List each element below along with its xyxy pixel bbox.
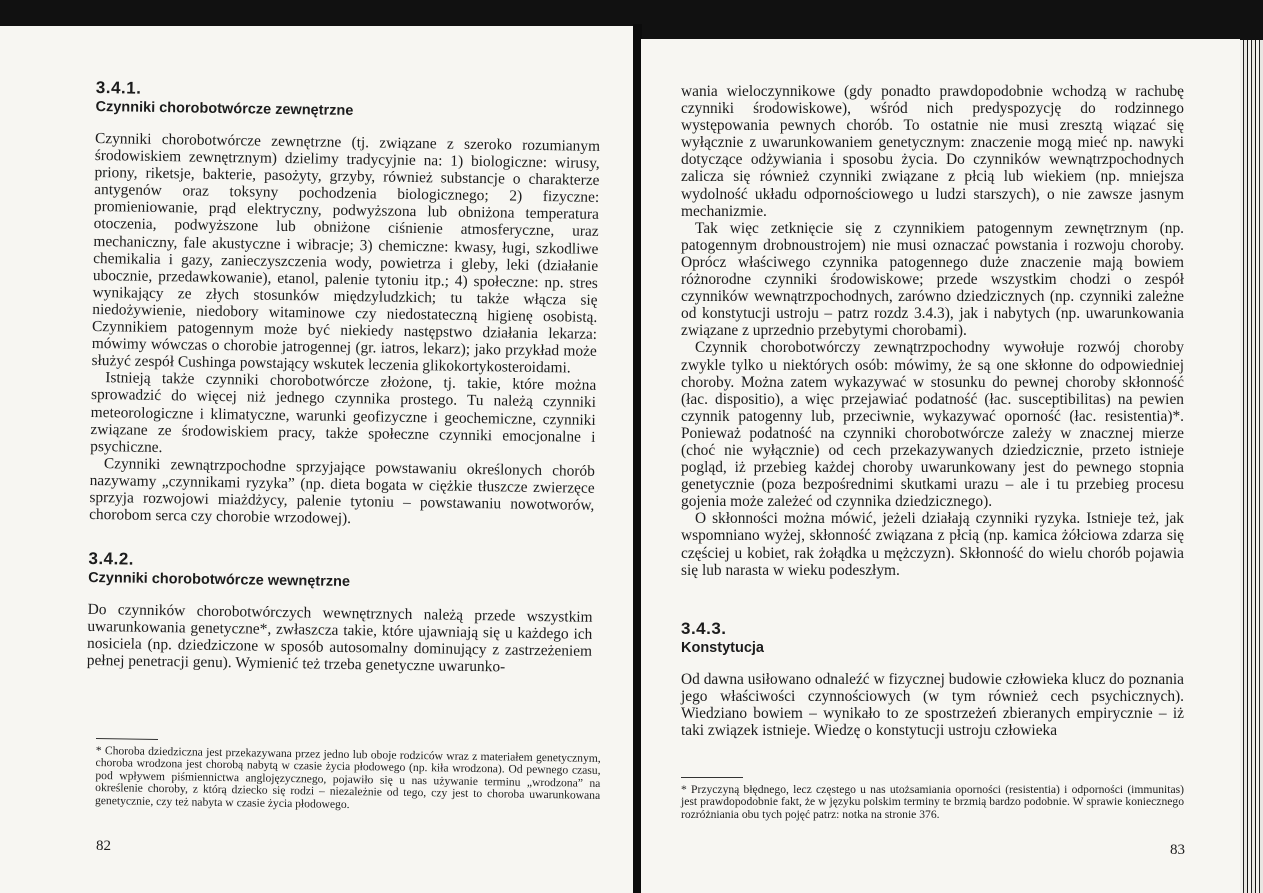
right-page	[641, 39, 1240, 893]
section-title: Czynniki chorobotwórcze wewnętrzne	[88, 570, 351, 591]
footnote-block	[681, 777, 1184, 821]
left-page-column	[87, 78, 601, 677]
section-number: 3.4.1.	[95, 78, 142, 98]
paragraph: wania wieloczynnikowe (gdy ponadto prawdopodobnie wchodzą w rachubę czynniki środowiskowe), wśród nich predyspozycję do rodzinnego występowania pewnych chorób. To ostatnie nie musi zresztą wiązać się wyłącznie z uwarunkowaniem genetycznym: znaczenie mogą mieć np. nawyki dotyczące odżywiania i sposobu życia. Do czynników wewnątrzpochodnych zalicza się również czynniki związane z płcią lub wiekiem (np. mniejsza wydolność układu odpornościowego u ludzi starszych), o nie zawsze jasnym mechanizmie.	[681, 83, 1184, 220]
footnote-block	[95, 738, 601, 815]
footnote-rule	[96, 738, 158, 740]
footnote-text: * Choroba dziedziczna jest przekazywana przez jedno lub oboje rodziców wraz z materiałem genetycznym, choroba wrodzona jest chorobą nabytą w czasie życia płodowego (np. kiła wrodzona). Od pewnego czasu, pod wpływem piśmiennictwa anglojęzycznego, pojawiło się u nas używanie terminu „wrodzona” na określenie choroby, z którą dziecko się rodzi – niezależnie od tego, czy jest to choroba uwarunkowana genetycznie, czy też nabyta w czasie życia płodowego.	[94, 743, 601, 811]
section-3-4-2	[87, 549, 594, 677]
paragraph: Istnieją także czynniki chorobotwórcze złożone, tj. takie, które można sprowadzić do więcej niż jednego czynnika prostego. Tu należą czynniki meteorologiczne i klimatyczne, warunki geofizyczne i geochemiczne, czynniki związane ze środowiskiem pracy, także społeczne czynniki emocjonalne i psychiczne.	[90, 369, 597, 456]
footnote-rule	[681, 777, 743, 778]
page-number: 83	[1170, 842, 1185, 858]
paragraph: Do czynników chorobotwórczych wewnętrznych należą przede wszystkim uwarunkowania genetyczne*, zwłaszcza takie, które ujawniają się u każdego ich nosiciela (np. dziedziczone w sposób autosomalny dominujący z zastrzeżeniem pełnej penetracji genu). Wymienić też trzeba genetyczne uwarunko-	[86, 601, 593, 676]
paragraph: Od dawna usiłowano odnaleźć w fizycznej budowie człowieka klucz do poznania jego właściwości czynnościowych (w tym również cech psychicznych). Wiedziano bowiem – wynikało to ze spostrzeżeń zbieranych empirycznie – iż taki związek istnieje. Wiedzę o konstytucji ustroju człowieka	[681, 670, 1184, 739]
right-page-column	[681, 83, 1184, 739]
section-title: Czynniki chorobotwórcze zewnętrzne	[95, 98, 354, 120]
paragraph: Czynniki chorobotwórcze zewnętrzne (tj. związane z szeroko rozumianym środowiskiem zewnętrznym) dzielimy tradycyjnie na: 1) biologiczne: wirusy, priony, riketsje, bakterie, pasożyty, grzyby, również substancje o charakterze antygenów oraz toksyny pochodzenia biologicznego; 2) fizyczne: promieniowanie, prąd elektryczny, podwyższona lub obniżona temperatura otoczenia, podwyższone lub obniżone ciśnienie atmosferyczne, uraz mechaniczny, fale akustyczne i wibracje; 3) chemiczne: kwasy, ługi, szkodliwe chemikalia i gazy, zanieczyszczenia wody, powietrza i gleby, leki (działanie ubocznie, przedawkowanie), etanol, palenie tytoniu itp.; 4) społeczne: np. stres wynikający ze złych stosunków międzyludzkich; tu także włącza się niedożywienie, niedobory witaminowe czy niedostateczną higienę osobistą. Czynnikiem patogennym może być niekiedy następstwo działania lekarza: mówimy wówczas o chorobie jatrogennej (gr. iatros, lekarz); jako przykład może służyć zespół Cushinga powstający wskutek leczenia glikokortykosteroidami.	[91, 129, 601, 377]
paragraph: Tak więc zetknięcie się z czynnikiem patogennym zewnętrznym (np. patogennym drobnoustrojem) nie musi oznaczać powstania i rozwoju choroby. Oprócz właściwego czynnika patogennego duże znaczenie mają bowiem różnorodne czynniki środowiskowe; przede wszystkim chodzi o zespół czynników wewnątrzpochodnych, zarówno dziedzicznych (np. czynniki zależne od konstytucji ustroju – patrz rozdz 3.4.3), jak i nabytych (np. uwarunkowania związane z uprzednio przebytymi chorobami).	[681, 219, 1184, 340]
paragraph: Czynnik chorobotwórczy zewnątrzpochodny wywołuje rozwój choroby zwykle tylko u niektórych osób: mówimy, że są one skłonne do odpowiedniej choroby. Można zatem wykazywać w stosunku do pewnej choroby skłonność (łac. dispositio), a więc przejawiać podatność (łac. susceptibilitas) na pewien czynnik patogenny lub, przeciwnie, wykazywać oporność (łac. resistentia)*. Ponieważ podatność na czynniki chorobotwórcze zależy w znacznej mierze (choć nie wyłącznie) od cech przekazywanych dziedzicznie, przeto istnieje pogląd, iż przebieg każdej choroby uwarunkowany jest do pewnego stopnia genetycznie (poza bezpośrednimi skutkami urazu – ale i tu przebieg procesu gojenia może zależeć od czynnika dziedzicznego).	[681, 339, 1184, 511]
page-edges	[1240, 40, 1263, 893]
section-number: 3.4.2.	[88, 549, 135, 569]
section-title: Konstytucja	[681, 639, 764, 656]
section-3-4-3	[681, 619, 1184, 739]
paragraph: Czynniki zewnątrzpochodne sprzyjające powstawaniu określonych chorób nazywamy „czynnikami ryzyka” (np. dieta bogata w ciężkie tłuszcze zwierzęce sprzyja rozwojowi miażdżycy, palenie tytoniu – powstawaniu nowotworów, chorobom serca czy chorobie wrzodowej).	[89, 454, 596, 528]
page-number: 82	[96, 838, 111, 854]
left-page	[0, 26, 633, 893]
section-number: 3.4.3.	[681, 618, 727, 638]
continued-text	[681, 83, 1184, 579]
footnote-text: * Przyczyną błędnego, lecz częstego u nas utożsamiania oporności (resistentia) i odporności (immunitas) jest prawdopodobnie fakt, że w języku polskim terminy te brzmią bardzo podobnie. W sprawie koniecznego rozróżniania obu tych pojęć patrz: notka na stronie 376.	[681, 783, 1184, 821]
section-3-4-1	[89, 78, 601, 531]
paragraph: O skłonności można mówić, jeżeli działają czynniki ryzyka. Istnieje też, jak wspomniano wyżej, skłonność związana z płcią (np. kamica żółciowa zdarza się częściej u kobiet, rak żołądka u mężczyzn). Skłonność do wielu chorób pojawia się lub narasta w wieku podeszłym.	[681, 510, 1184, 579]
